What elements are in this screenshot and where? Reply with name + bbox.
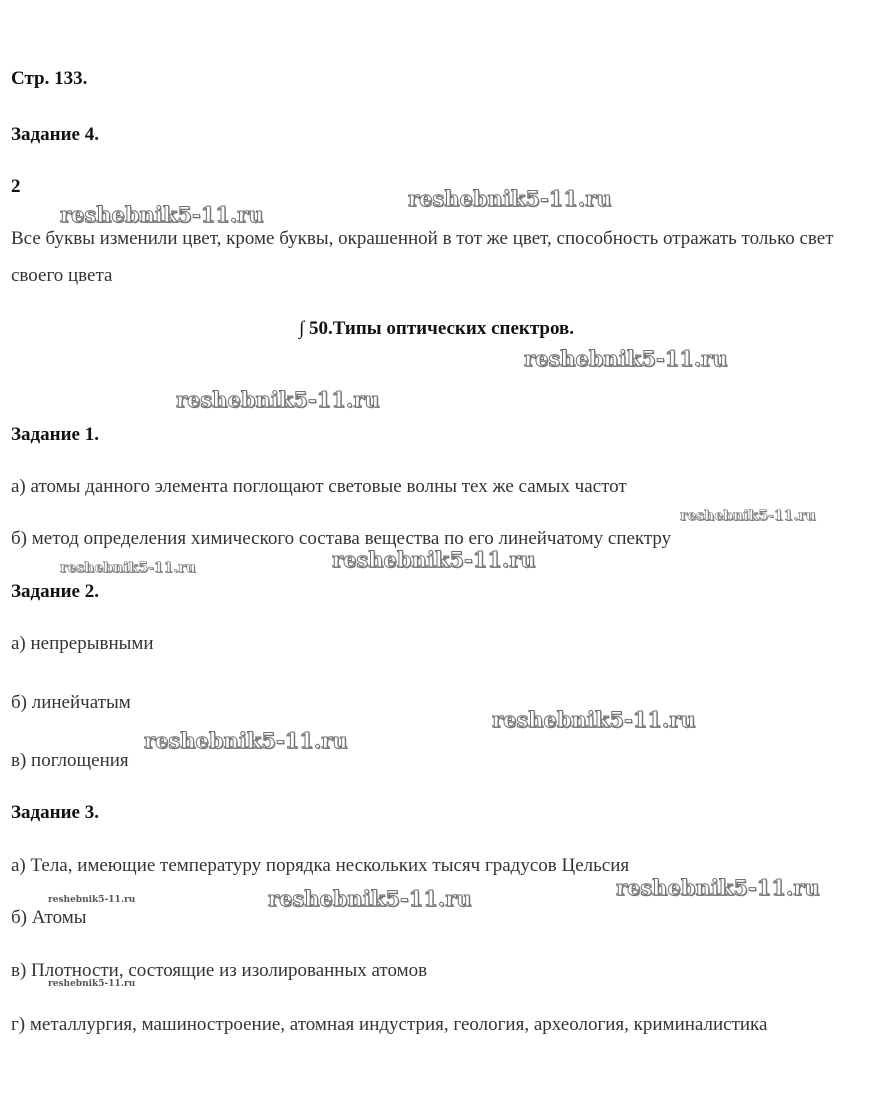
task-3-answer-a: а) Тела, имеющие температуру порядка нескольких тысяч градусов Цельсия [11, 855, 630, 876]
task-4-answer-number: 2 [11, 176, 21, 197]
section-title: ∫ 50.Типы оптических спектров. [299, 318, 574, 339]
watermark: reshebnik5-11.ru [144, 728, 348, 753]
task-3-answer-b: б) Атомы [11, 907, 87, 928]
watermark: reshebnik5-11.ru [408, 186, 612, 211]
watermark: reshebnik5-11.ru [616, 875, 820, 900]
watermark: reshebnik5-11.ru [60, 202, 264, 227]
watermark: reshebnik5-11.ru [176, 387, 380, 412]
task-2-heading: Задание 2. [11, 581, 99, 602]
watermark: reshebnik5-11.ru [48, 895, 136, 905]
task-3-heading: Задание 3. [11, 802, 99, 823]
task-2-answer-c: в) поглощения [11, 750, 129, 771]
watermark: reshebnik5-11.ru [524, 346, 728, 371]
watermark: reshebnik5-11.ru [332, 547, 536, 572]
task-4-answer-text: Все буквы изменили цвет, кроме буквы, окрашенной в тот же цвет, способность отражать только свет своего цвета [11, 228, 834, 286]
task-3-answer-c: в) Плотности, состоящие из изолированных атомов [11, 960, 428, 981]
watermark: reshebnik5-11.ru [492, 707, 696, 732]
task-1-answer-b: б) метод определения химического состава вещества по его линейчатому спектру [11, 528, 672, 549]
task-4-heading: Задание 4. [11, 124, 99, 145]
page-reference: Стр. 133. [11, 68, 88, 89]
task-2-answer-a: а) непрерывными [11, 633, 154, 654]
watermark: reshebnik5-11.ru [48, 979, 136, 989]
task-2-answer-b: б) линейчатым [11, 692, 131, 713]
watermark: reshebnik5-11.ru [268, 886, 472, 911]
task-3-answer-d: г) металлургия, машиностроение, атомная индустрия, геология, археология, криминалистика [11, 1014, 768, 1035]
task-1-heading: Задание 1. [11, 424, 99, 445]
watermark: reshebnik5-11.ru [60, 560, 196, 576]
watermark: reshebnik5-11.ru [680, 508, 816, 524]
task-1-answer-a: а) атомы данного элемента поглощают световые волны тех же самых частот [11, 476, 627, 497]
